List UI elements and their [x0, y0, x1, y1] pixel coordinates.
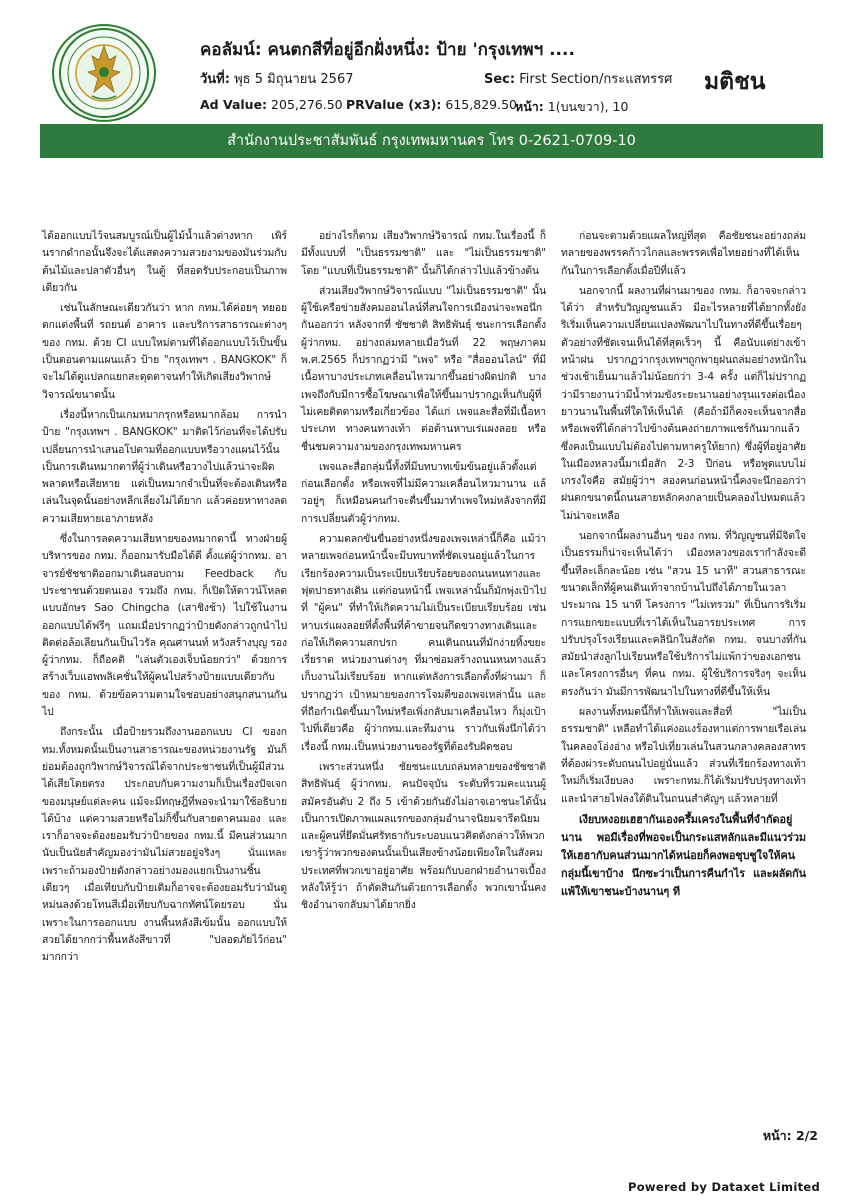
paragraph: เพราะส่วนหนึ่ง ชัยชนะแบบถล่มทลายของชัชชาติ สิทธิพันธุ์ ผู้ว่ากทม. คนปัจจุบัน ระดับที่รวมคะแนนผู้สมัครอันดับ 2 ถึง 5 เข้าด้วยกันยังไม่อาจเอาชนะได้นั้น เป็นการเปิดภาพแผลแรกของกลุ่มอำนาจนิยมจารีตนิยม และผู้คนที่ยึดมั่นศรัทธากับระบอบแนวคิดดังกล่าวให้พวกเขารู้ว่าพวกของตนนั้นเป็นเสียงข้างน้อยเพียงใดในสังคมประเทศที่พวกเขาอยู่อาศัย พร้อมกับบอกฝ่ายอำนาจเบื้องหลังให้รู้ว่า ถ้าตัดสินกันด้วยการเลือกตั้ง พวกเขานั้นคงชิงอำนาจกลับมาได้ยากยิ่ง [301, 760, 546, 912]
pr-value-label: PRValue (x3): [346, 97, 442, 112]
section-label: Sec: [484, 72, 516, 87]
article-column-2 [301, 228, 546, 918]
paragraph: ส่วนเสียงวิพากษ์วิจารณ์แบบ "ไม่เป็นธรรมชาติ" นั้น ผู้ใช้เครือข่ายสังคมออนไลน์ที่สนใจการเมืองน่าจะพอนึกกันออกว่า หลังจากที่ ชัชชาติ สิทธิพันธุ์ ชนะการเลือกตั้งผู้ว่ากทม. อย่างถล่มทลายเมื่อวันที่ 22 พฤษภาคม พ.ศ.2565 ก็ปรากฏว่ามี "เพจ" หรือ "สื่อออนไลน์" ที่มีเนื้อหาบางประเภทเคลื่อนไหวมากขึ้นอย่างผิดปกติ บางเพจถึงกับมีการซื้อโฆษณาเพื่อให้ขึ้นมาปรากฏเห็นกับผู้ที่ไม่เคยติดตามหรือเกี่ยวข้อง ได้แก่ เพจและสื่อที่มีเนื้อหาประเภท ทางคนทางเท้า ต่อต้านหาบเร่แผงลอย หรือชื่นชมความงามของกรุงเทพมหานคร [301, 284, 546, 453]
paragraph: ซึ่งในการลดความเสียหายของหมากตานี้ ทางฝ่ายผู้บริหารของ กทม. ก็ออกมารับมือได้ดี ตั้งแต่ผู้ว่ากทม. อาจารย์ชัชชาติออกมาเดินสอบถาม Feedback กับประชาชนด้วยตนเอง รวมถึง กทม. ก็เปิดให้ดาวน์โหลดแบบอักษร Sao Chingcha (เสาชิงช้า) ไปใช้ในงานออกแบบได้ฟรีๆ แถมเมื่อปรากฏว่าป้ายดังกล่าวถูกนำไปติดต่อล้อเลียนกันเป็นไวรัล คุณศานนท์ หวังสร้างบุญ รองผู้ว่ากทม. ก็ถือคติ "เล่นตัวเองเจ็บน้อยกว่า" ด้วยการสร้างเว็บแอพพลิเคชั่นให้ผู้คนไปสร้างป้ายแบบเดียวกับของ กทม. ด้วยข้อความตามใจชอบอย่างสนุกสนานกันไป [42, 533, 287, 719]
section-value: First Section/กระแสทรรศ [519, 72, 673, 87]
date-line [200, 68, 354, 89]
paragraph: นอกจากนี้ ผลงานที่ผ่านมาของ กทม. ก็อาจจะกล่าวได้ว่า สำหรับวิญญูชนแล้ว มีอะไรหลายที่ได้ยากทั้งยังริเริ่มเห็นความเปลี่ยนแปลงพัฒนาไปในทางที่ดีขึ้นเรื่อยๆ ตัวอย่างที่ชัดเจนเห็นได้ที่สุดเร็วๆ นี้ คือนับแต่ย่างเข้าหน้าฝน ปรากฏว่ากรุงเทพฯถูกพายุฝนถล่มอย่างหนักในช่วงเช้าเย็นมาแล้วไม่น้อยกว่า 3-4 ครั้ง แต่ก็ไม่ปรากฏว่ามีรายงานว่ามีน้ำท่วมขังระยะนานอย่างรุนแรงต่อเนื่องยาวนานในพื้นที่ใดให้เห็นได้ (คือถ้ามีก็คงจะเห็นจากสื่อหรือเพจที่ได้กล่าวไปข้างต้นคงถ่ายภาพแชร์กันมากแล้ว ซึ่งคงเป็นแบบไม่ต้องไปตามหาครูให้ยาก) ซึ่งผู้ที่อยู่อาศัยในเมืองหลวงนี้มาเมื่อสัก 2-3 ปีก่อน หรือพูดแบบไม่เกรงใจคือ สมัยผู้ว่าฯ สองคนก่อนหน้านี้คงจะนึกออกว่าฝนตกขนาดนี้ถนนสายหลักคงกลายเป็นคลองไปหมดแล้วไม่น่าจะเหลือ [561, 284, 806, 522]
paragraph: เช่นในลักษณะเดียวกันว่า หาก กทม.ได้ค่อยๆ ทยอยตกแต่งพื้นที่ รถยนต์ อาคาร และบริการสาธารณะต่างๆ ของ กทม. ด้วย CI แบบใหม่ตามที่ได้ออกแบบไว้เป็นขั้นเป็นตอนตามแผนแล้ว ป้าย "กรุงเทพฯ . BANGKOK" ก็จะไม่ได้ดูแปลกแยกสะดุดตาจนทำให้เกิดเสียงวิพากษ์วิจารณ์ขนาดนั้น [42, 302, 287, 401]
ad-value: 205,276.50 [271, 97, 343, 112]
ad-value-line [200, 97, 343, 112]
article-column-1 [42, 228, 287, 969]
date-label: วันที่: [200, 72, 230, 87]
paragraph: เรื่องนี้หากเป็นเกมหมากรุกหรือหมากล้อม การนำป้าย "กรุงเทพฯ . BANGKOK" มาติดไว้ก่อนที่จะได้ปรับเปลี่ยนการนำเสนอโปตามที่ออกแบบหรือวางแผนไว้นั้น เป็นการเดินหมากตาที่ผู้ว่าเดินหรือวางไปแล้วน่าจะผิดพลาดหรือเสียหาย แต่เป็นหมากจำเป็นที่จะต้องเดินหรือเล่นในจุดนั้นอย่างหลีกเลี่ยงไม่ได้ยาก แล้วค่อยหาทางลดความเสียหายเอาภายหลัง [42, 408, 287, 525]
ad-value-label: Ad Value: [200, 97, 268, 112]
article-column-3 [561, 228, 806, 904]
page-line [515, 97, 628, 117]
page-label: หน้า: [515, 99, 544, 114]
page-value: 1(บนขวา), 10 [547, 99, 629, 114]
clipping-header [0, 0, 848, 160]
section-line [484, 68, 672, 89]
bma-seal-icon [54, 26, 154, 120]
paragraph: ได้ออกแบบไว้จนสมบูรณ์เป็นผู้ไม้น้ำแล้วต่างหาก เพิร์นรากดำกอนั้นจึงจะได้แสดงความสวยงามของมันร่วมกับต้นไม้และปลาตัวอื่นๆ ในตู้ ที่สอดรับประกอบเป็นภาพเดียวกัน [42, 230, 287, 294]
pr-value: 615,829.50 [445, 97, 517, 112]
paragraph: ถึงกระนั้น เมื่อป้ายรวมถึงงานออกแบบ CI ของกทม.ทั้งหมดนั้นเป็นงานสาธารณะของหน่วยงานรัฐ มันก็ย่อมต้องถูกวิพากษ์วิจารณ์ได้จากประชาชนที่เป็นผู้มีส่วนได้เสียโดยตรง ประกอบกับความงามก็เป็นเรื่องปัจเจกของมนุษย์แต่ละคน แม้จะมีทฤษฎีที่พอจะนำมาใช้อธิบายได้บ้าง แต่ความสวยหรือไม่ก็ขึ้นกับสายตาคนมอง และเราก็อาจจะต้องยอมรับว่าป้ายของ กทม.นี้ มีคนส่วนมากนับเป็นนัยสำคัญมองว่ามันไม่สวยอยู่จริงๆ นั่นแหละ เพราะถ้ามองป้ายดังกล่าวอย่างมองแยกเป็นงานชิ้นเดียวๆ เมื่อเทียบกับป้ายเดิมก็อาจจะต้องยอมรับว่ามันดูหม่นลงด้วยโทนสีเมื่อเทียบกับฉากทัศน์โดยรอบ นั่นเพราะในการออกแบบ งานพื้นหลังสีเข้มนั้น ออกแบบให้สวยได้ยากกว่าพื้นหลังสีขาวที่ "ปลอดภัยไว้ก่อน" มากกว่า [42, 726, 287, 964]
date-value: พุธ 5 มิถุนายน 2567 [234, 72, 354, 87]
closing-paragraph: เงียบหงอยเฮฮากันเองครึ้มเครงในพื้นที่จำกัดอยู่นาน พอมีเรื่องที่พอจะเป็นกระแสหลักและมีแนวร่วมให้เฮฮากับคนส่วนมากได้หน่อยก็คงพอชุบชูใจให้คนกลุ่มนี้เขาบ้าง นึกซะว่าเป็นการคืนกำไร และผลัดกันแพ้ให้เขาชนะบ้างนานๆ ที [561, 812, 806, 898]
bma-logo [52, 24, 156, 122]
pr-value-line [346, 97, 517, 112]
paragraph: ผลงานทั้งหมดนี้ก็ทำให้เพจและสื่อที่ "ไม่เป็นธรรมชาติ" เหลือทำได้แค่งอแงร้องหาแต่การพายเรือเล่นในคลองโอ่งอ่าง หรือไปเที่ยวเล่นในสวนกลางคลองสาทรที่ต้องผ่าระดับถนนไปอยู่นั่นแล้ว ส่วนที่เรียกร้องทางเท้าใหม่ก็เริ่มเงียบลง เพราะกทม.ก็ได้เริ่มปรับปรุงทางเท้าและนำสายไฟลงใต้ดินในถนนสำคัญๆ แล้วหลายที่ [561, 706, 806, 805]
powered-by: Powered by Dataxet Limited [628, 1180, 820, 1194]
column-title: คอลัมน์: คนตกสีที่อยู่อีกฝั่งหนึ่ง: ป้าย 'กรุงเทพฯ .... [200, 40, 575, 60]
paragraph: ก่อนจะตามด้วยแผลใหญ่ที่สุด คือชัยชนะอย่างถล่มทลายของพรรคก้าวไกลและพรรคเพื่อไทยอย่างที่ได้เห็นกันในการเลือกตั้งเมื่อปีที่แล้ว [561, 230, 806, 277]
page-indicator: หน้า: 2/2 [762, 1128, 818, 1143]
publication-brand: มติชน [704, 69, 766, 95]
paragraph: นอกจากนี้ผลงานอื่นๆ ของ กทม. ที่วิญญูชนที่มีจิตใจเป็นธรรมก็น่าจะเห็นได้ว่า เมืองหลวงของเรากำลังจะดีขึ้นทีละเล็กละน้อย เช่น "สวน 15 นาที" สวนสาธารณะขนาดเล็กที่ผู้คนเดินเท้าจากบ้านไปถึงได้ภายในเวลาประมาณ 15 นาที โครงการ "ไม่เทรวม" ที่เป็นการริเริ่มการแยกขยะแบบที่เราได้เห็นในอารยประเทศ การปรับปรุงโรงเรียนและคลินิกในสังกัด กทม. จนบางที่กันสมัยนำส่งลูกไปเรียนหรือใช้บริการไม่แพ้กว่าของเอกชน และโครงการอื่นๆ ที่คน กทม. ผู้ใช้บริการจริงๆ จะเห็นตรงกันว่า มันมีการพัฒนาไปในทางที่ดีขึ้นให้เห็น [561, 530, 806, 698]
contact-bar: สำนักงานประชาสัมพันธ์ กรุงเทพมหานคร โทร 0-2621-0709-10 [40, 124, 823, 158]
paragraph: อย่างไรก็ตาม เสียงวิพากษ์วิจารณ์ กทม.ในเรื่องนี้ ก็มีทั้งแบบที่ "เป็นธรรมชาติ" และ "ไม่เป็นธรรมชาติ" โดย "แบบที่เป็นธรรมชาติ" นั้นก็ได้กล่าวไปแล้วข้างต้น [301, 230, 546, 277]
paragraph: เพจและสื่อกลุ่มนี้ทั้งที่มีบทบาทเข้มข้นอยู่แล้วตั้งแต่ก่อนเลือกตั้ง หรือเพจที่ไม่มีความเคลื่อนไหวมานาน แล้วอยู่ๆ ก็เหมือนคนกำจะตื่นขึ้นมาทำเพจใหม่หลังจากที่มีการเปลี่ยนตัวผู้ว่ากทม. [301, 460, 546, 525]
paragraph: ความตลกขันขื่นอย่างหนึ่งของเพจเหล่านี้ก็คือ แม้ว่าหลายเพจก่อนหน้านี้จะมีบทบาทที่ชัดเจนอยู่แล้วในการเรียกร้องความเป็นระเบียบเรียบร้อยของถนนหนทางและฟุตปาธทางเดิน แต่ก่อนหน้านี้ เพจเหล่านั้นก็มักพุ่งเป้าไปที่ "ผู้คน" ที่ทำให้เกิดความไม่เป็นระเบียบเรียบร้อย เช่นหาบเร่แผงลอยที่ตั้งพื้นที่ค้าขายจนกีดขวางทางเดินและก่อให้เกิดความสกปรก คนเดินถนนที่มักง่ายทิ้งขยะเรี่ยราด หน่วยงานต่างๆ ที่มาซ่อมสร้างถนนหนทางแล้วเก็บงานไม่เรียบร้อย หากแต่หลังการเลือกตั้งที่ผ่านมา ก็ปรากฏว่า เป้าหมายของการโจมตีของเพจเหล่านั้น และที่ถือกำเนิดขึ้นมาใหม่หรือเพิ่งกลับมาเคลื่อนไหว ก็มุ่งเป้าไปที่เดียวคือ ผู้ว่ากทม.และทีมงาน ราวกับเพิ่งนึกได้ว่า เรื่องนี้ กทม.เป็นหน่วยงานของรัฐที่ต้องรับผิดชอบ [301, 533, 546, 753]
